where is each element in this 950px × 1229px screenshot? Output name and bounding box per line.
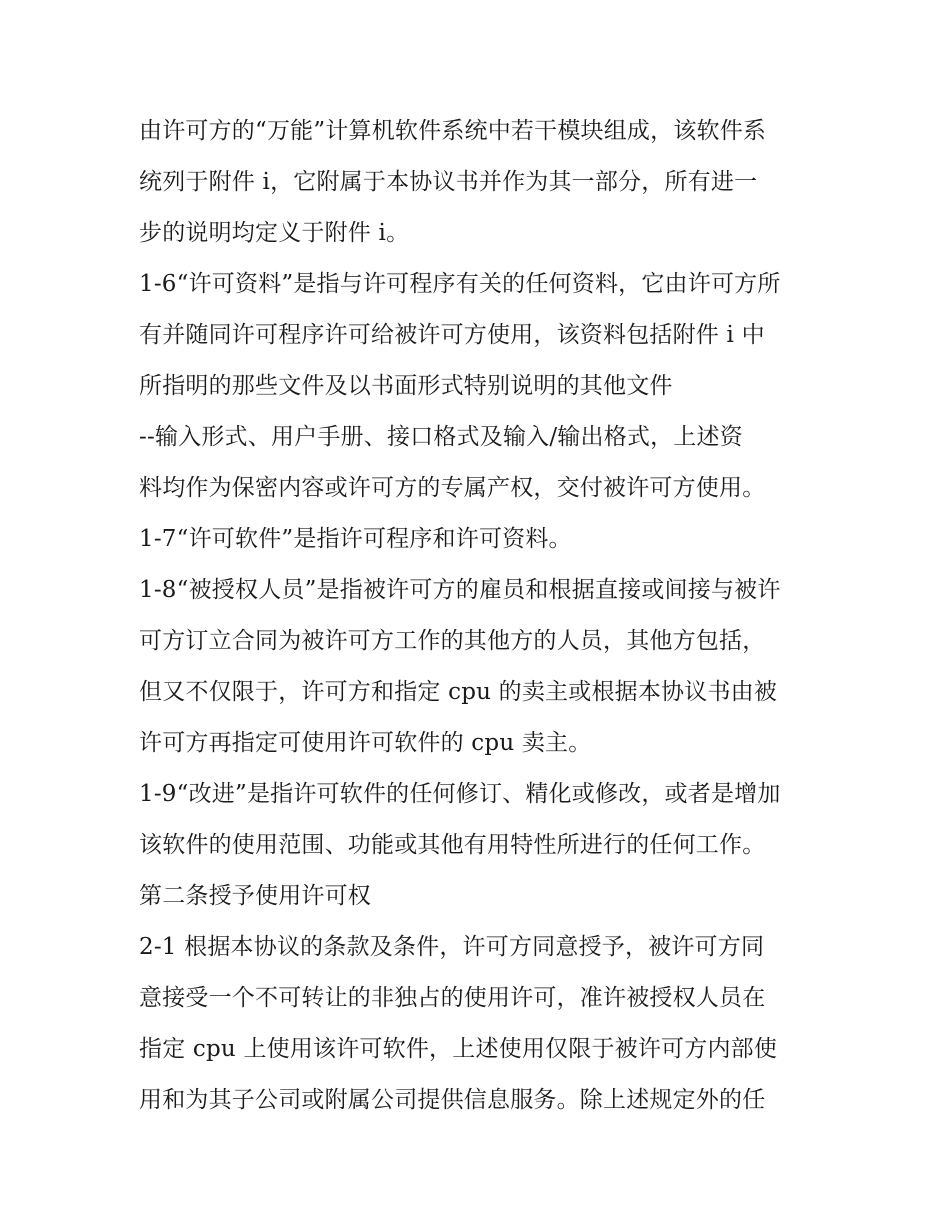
clause-1-9: 1-9“改进”是指许可软件的任何修订、精化或修改，或者是增加 — [139, 781, 781, 807]
section-heading-article-2: 第二条授予使用许可权 — [139, 883, 371, 909]
text-line: 意接受一个不可转让的非独占的使用许可，准许被授权人员在 — [139, 985, 766, 1011]
text-line: 料均作为保密内容或许可方的专属产权，交付被许可方使用。 — [139, 475, 766, 501]
text-line: 可方订立合同为被许可方工作的其他方的人员，其他方包括， — [139, 628, 766, 654]
document-body — [139, 106, 819, 1126]
text-line: 有并随同许可程序许可给被许可方使用，该资料包括附件 i 中 — [139, 322, 765, 348]
clause-1-7: 1-7“许可软件”是指许可程序和许可资料。 — [139, 526, 572, 552]
text-line: --输入形式、用户手册、接口格式及输入/输出格式，上述资 — [139, 424, 743, 450]
text-line: 但又不仅限于，许可方和指定 cpu 的卖主或根据本协议书由被 — [139, 679, 778, 705]
text-line: 所指明的那些文件及以书面形式特别说明的其他文件 — [139, 373, 673, 399]
text-line: 由许可方的“万能”计算机软件系统中若干模块组成，该软件系 — [139, 118, 767, 144]
text-line: 该软件的使用范围、功能或其他有用特性所进行的任何工作。 — [139, 832, 766, 858]
text-line: 指定 cpu 上使用该许可软件，上述使用仅限于被许可方内部使 — [139, 1036, 778, 1062]
clause-2-1: 2-1 根据本协议的条款及条件，许可方同意授予，被许可方同 — [139, 934, 765, 960]
clause-1-8: 1-8“被授权人员”是指被许可方的雇员和根据直接或间接与被许 — [139, 577, 781, 603]
clause-1-6: 1-6“许可资料”是指与许可程序有关的任何资料，它由许可方所 — [139, 271, 781, 297]
text-line: 用和为其子公司或附属公司提供信息服务。除上述规定外的任 — [139, 1087, 766, 1113]
text-line: 许可方再指定可使用许可软件的 cpu 卖主。 — [139, 730, 592, 756]
text-line: 步的说明均定义于附件 i。 — [139, 220, 410, 246]
text-line: 统列于附件 i，它附属于本协议书并作为其一部分，所有进一 — [139, 169, 758, 195]
